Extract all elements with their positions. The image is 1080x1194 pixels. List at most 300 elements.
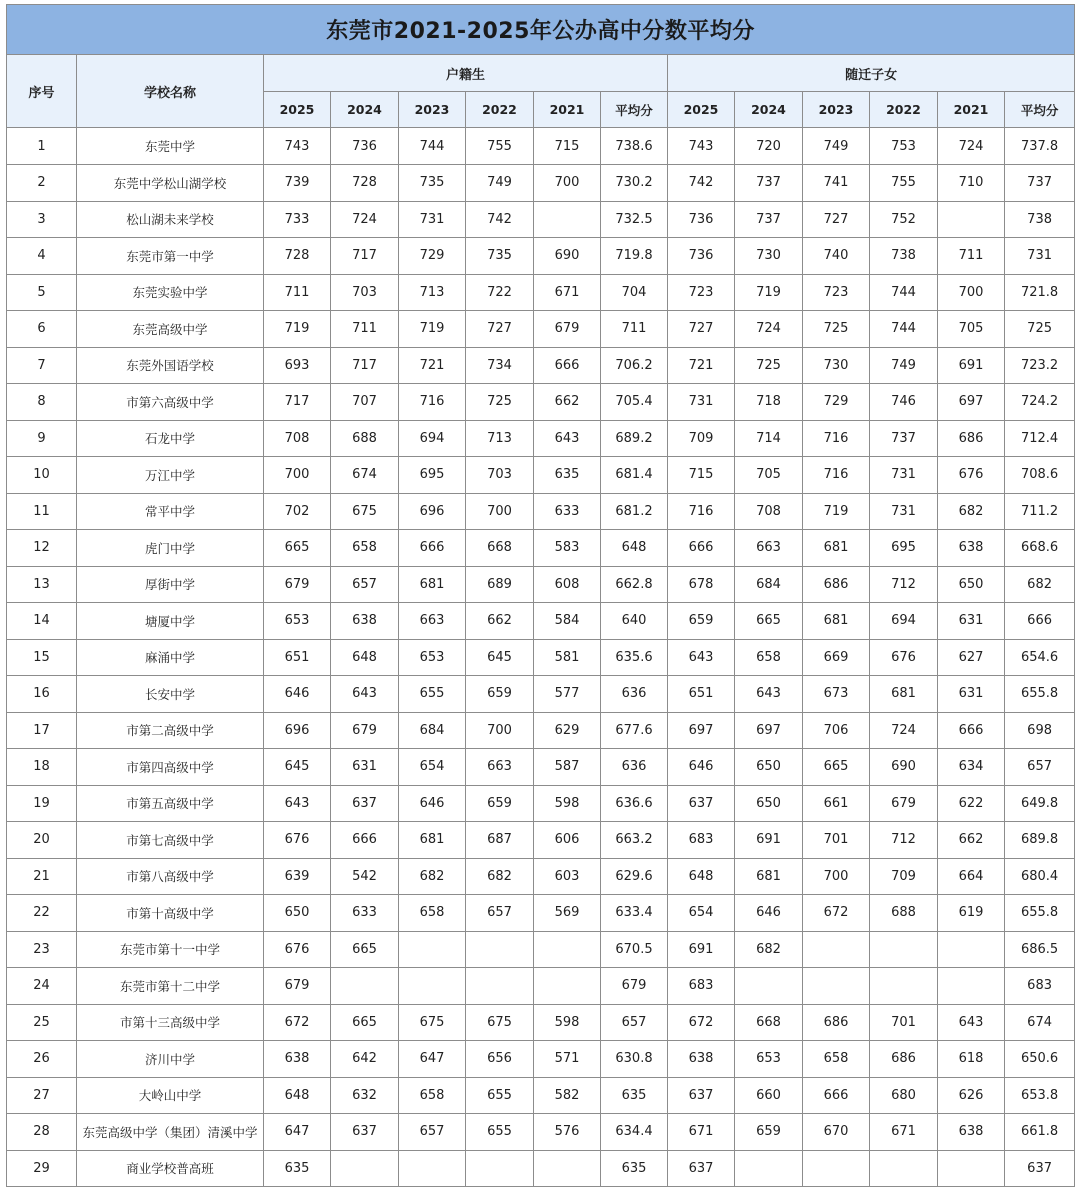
- local-score-cell: [466, 931, 534, 968]
- local-score-cell: 577: [534, 676, 601, 713]
- local-score-cell: 735: [466, 238, 534, 275]
- local-score-cell: 653: [264, 603, 331, 640]
- local-score-cell: 676: [264, 931, 331, 968]
- migrant-score-cell: 646: [668, 749, 735, 786]
- migrant-score-cell: 708.6: [1005, 457, 1075, 494]
- header-migrant-col-5: 平均分: [1005, 92, 1075, 128]
- migrant-score-cell: 749: [803, 128, 870, 165]
- migrant-score-cell: 676: [870, 639, 938, 676]
- local-score-cell: 653: [399, 639, 466, 676]
- migrant-score-cell: 649.8: [1005, 785, 1075, 822]
- local-score-cell: 681: [399, 566, 466, 603]
- local-score-cell: 693: [264, 347, 331, 384]
- migrant-score-cell: 686.5: [1005, 931, 1075, 968]
- migrant-score-cell: [870, 968, 938, 1005]
- local-score-cell: 663.2: [601, 822, 668, 859]
- migrant-score-cell: 650: [938, 566, 1005, 603]
- migrant-score-cell: 665: [803, 749, 870, 786]
- row-index: 5: [7, 274, 77, 311]
- migrant-score-cell: 718: [735, 384, 803, 421]
- header-migrant-col-0: 2025: [668, 92, 735, 128]
- local-score-cell: 675: [466, 1004, 534, 1041]
- row-index: 27: [7, 1077, 77, 1114]
- local-score-cell: 717: [264, 384, 331, 421]
- local-score-cell: 655: [399, 676, 466, 713]
- migrant-score-cell: [735, 968, 803, 1005]
- migrant-score-cell: 650: [735, 749, 803, 786]
- migrant-score-cell: 637: [668, 1077, 735, 1114]
- local-score-cell: 635.6: [601, 639, 668, 676]
- table-row: [7, 274, 1075, 311]
- row-index: 8: [7, 384, 77, 421]
- local-score-cell: 738.6: [601, 128, 668, 165]
- migrant-score-cell: 738: [1005, 201, 1075, 238]
- migrant-score-cell: 686: [803, 1004, 870, 1041]
- local-score-cell: 681: [399, 822, 466, 859]
- header-local-col-1: 2024: [331, 92, 399, 128]
- migrant-score-cell: 662: [938, 822, 1005, 859]
- local-score-cell: 581: [534, 639, 601, 676]
- migrant-score-cell: 730: [735, 238, 803, 275]
- local-score-cell: 728: [264, 238, 331, 275]
- local-score-cell: [466, 1150, 534, 1187]
- local-score-cell: 658: [331, 530, 399, 567]
- migrant-score-cell: 661.8: [1005, 1114, 1075, 1151]
- migrant-score-cell: 631: [938, 603, 1005, 640]
- header-group-local: 户籍生: [264, 55, 668, 92]
- local-score-cell: 700: [534, 165, 601, 202]
- local-score-cell: 703: [466, 457, 534, 494]
- migrant-score-cell: 690: [870, 749, 938, 786]
- table-row: [7, 420, 1075, 457]
- migrant-score-cell: 736: [668, 201, 735, 238]
- local-score-cell: 657: [466, 895, 534, 932]
- migrant-score-cell: 653: [735, 1041, 803, 1078]
- migrant-score-cell: 666: [938, 712, 1005, 749]
- local-score-cell: 711: [264, 274, 331, 311]
- migrant-score-cell: 697: [735, 712, 803, 749]
- migrant-score-cell: 665: [735, 603, 803, 640]
- table-row: [7, 128, 1075, 165]
- migrant-score-cell: 673: [803, 676, 870, 713]
- school-name: 市第十高级中学: [77, 895, 264, 932]
- local-score-cell: 647: [264, 1114, 331, 1151]
- migrant-score-cell: 643: [938, 1004, 1005, 1041]
- migrant-score-cell: 653.8: [1005, 1077, 1075, 1114]
- local-score-cell: 603: [534, 858, 601, 895]
- row-index: 9: [7, 420, 77, 457]
- local-score-cell: 655: [466, 1114, 534, 1151]
- local-score-cell: 656: [466, 1041, 534, 1078]
- local-score-cell: 662.8: [601, 566, 668, 603]
- row-index: 7: [7, 347, 77, 384]
- local-score-cell: 719: [264, 311, 331, 348]
- local-score-cell: 663: [399, 603, 466, 640]
- local-score-cell: 587: [534, 749, 601, 786]
- local-score-cell: 688: [331, 420, 399, 457]
- table-body: [7, 128, 1075, 1187]
- migrant-score-cell: 671: [668, 1114, 735, 1151]
- migrant-score-cell: 637: [668, 785, 735, 822]
- local-score-cell: 629.6: [601, 858, 668, 895]
- header-migrant-col-2: 2023: [803, 92, 870, 128]
- header-local-col-5: 平均分: [601, 92, 668, 128]
- table-row: [7, 384, 1075, 421]
- row-index: 11: [7, 493, 77, 530]
- migrant-score-cell: 701: [803, 822, 870, 859]
- migrant-score-cell: 670: [803, 1114, 870, 1151]
- header-migrant-col-1: 2024: [735, 92, 803, 128]
- local-score-cell: 633.4: [601, 895, 668, 932]
- row-index: 26: [7, 1041, 77, 1078]
- migrant-score-cell: 688: [870, 895, 938, 932]
- migrant-score-cell: 697: [668, 712, 735, 749]
- local-score-cell: 727: [466, 311, 534, 348]
- school-name: 市第二高级中学: [77, 712, 264, 749]
- migrant-score-cell: 627: [938, 639, 1005, 676]
- row-index: 14: [7, 603, 77, 640]
- local-score-cell: 700: [466, 493, 534, 530]
- migrant-score-cell: [803, 931, 870, 968]
- migrant-score-cell: 646: [735, 895, 803, 932]
- table-row: [7, 822, 1075, 859]
- local-score-cell: 702: [264, 493, 331, 530]
- migrant-score-cell: 695: [870, 530, 938, 567]
- local-score-cell: 684: [399, 712, 466, 749]
- school-name: 市第七高级中学: [77, 822, 264, 859]
- migrant-score-cell: 683: [668, 968, 735, 1005]
- local-score-cell: 657: [331, 566, 399, 603]
- school-name: 东莞外国语学校: [77, 347, 264, 384]
- migrant-score-cell: 682: [735, 931, 803, 968]
- local-score-cell: 663: [466, 749, 534, 786]
- local-score-cell: 632: [331, 1077, 399, 1114]
- local-score-cell: 696: [264, 712, 331, 749]
- migrant-score-cell: 719: [803, 493, 870, 530]
- migrant-score-cell: 681: [870, 676, 938, 713]
- local-score-cell: 633: [534, 493, 601, 530]
- migrant-score-cell: 650.6: [1005, 1041, 1075, 1078]
- local-score-cell: 643: [534, 420, 601, 457]
- local-score-cell: 629: [534, 712, 601, 749]
- local-score-cell: 700: [264, 457, 331, 494]
- local-score-cell: 662: [534, 384, 601, 421]
- local-score-cell: 744: [399, 128, 466, 165]
- local-score-cell: 598: [534, 1004, 601, 1041]
- migrant-score-cell: 622: [938, 785, 1005, 822]
- local-score-cell: 682: [466, 858, 534, 895]
- migrant-score-cell: 658: [803, 1041, 870, 1078]
- row-index: 13: [7, 566, 77, 603]
- local-score-cell: 679: [264, 968, 331, 1005]
- row-index: 2: [7, 165, 77, 202]
- local-score-cell: [534, 968, 601, 1005]
- local-score-cell: 642: [331, 1041, 399, 1078]
- migrant-score-cell: 712: [870, 566, 938, 603]
- local-score-cell: 651: [264, 639, 331, 676]
- local-score-cell: 646: [264, 676, 331, 713]
- school-name: 市第五高级中学: [77, 785, 264, 822]
- migrant-score-cell: 716: [803, 457, 870, 494]
- local-score-cell: 676: [264, 822, 331, 859]
- migrant-score-cell: 651: [668, 676, 735, 713]
- school-name: 市第六高级中学: [77, 384, 264, 421]
- local-score-cell: 735: [399, 165, 466, 202]
- local-score-cell: 582: [534, 1077, 601, 1114]
- migrant-score-cell: 686: [938, 420, 1005, 457]
- local-score-cell: 679: [601, 968, 668, 1005]
- local-score-cell: 706.2: [601, 347, 668, 384]
- local-score-cell: 571: [534, 1041, 601, 1078]
- row-index: 22: [7, 895, 77, 932]
- local-score-cell: 665: [331, 931, 399, 968]
- local-score-cell: 657: [601, 1004, 668, 1041]
- local-score-cell: 648: [331, 639, 399, 676]
- migrant-score-cell: 729: [803, 384, 870, 421]
- migrant-score-cell: 719: [735, 274, 803, 311]
- migrant-score-cell: 664: [938, 858, 1005, 895]
- migrant-score-cell: 725: [1005, 311, 1075, 348]
- local-score-cell: 655: [466, 1077, 534, 1114]
- local-score-cell: 636: [601, 749, 668, 786]
- table-row: [7, 238, 1075, 275]
- migrant-score-cell: 666: [668, 530, 735, 567]
- migrant-score-cell: 691: [668, 931, 735, 968]
- local-score-cell: 648: [601, 530, 668, 567]
- migrant-score-cell: 678: [668, 566, 735, 603]
- local-score-cell: 713: [399, 274, 466, 311]
- migrant-score-cell: 658: [735, 639, 803, 676]
- school-name: 东莞市第十二中学: [77, 968, 264, 1005]
- local-score-cell: 637: [331, 1114, 399, 1151]
- school-name: 东莞市第一中学: [77, 238, 264, 275]
- local-score-cell: 679: [331, 712, 399, 749]
- migrant-score-cell: 720: [735, 128, 803, 165]
- migrant-score-cell: 631: [938, 676, 1005, 713]
- local-score-cell: 689.2: [601, 420, 668, 457]
- migrant-score-cell: 752: [870, 201, 938, 238]
- migrant-score-cell: 721.8: [1005, 274, 1075, 311]
- local-score-cell: 728: [331, 165, 399, 202]
- migrant-score-cell: 681: [803, 530, 870, 567]
- local-score-cell: 739: [264, 165, 331, 202]
- header-migrant-col-3: 2022: [870, 92, 938, 128]
- local-score-cell: 711: [601, 311, 668, 348]
- row-index: 21: [7, 858, 77, 895]
- header-local-col-3: 2022: [466, 92, 534, 128]
- migrant-score-cell: 654: [668, 895, 735, 932]
- local-score-cell: 687: [466, 822, 534, 859]
- migrant-score-cell: 724: [735, 311, 803, 348]
- school-name: 东莞中学: [77, 128, 264, 165]
- score-table-container: [6, 4, 1074, 1187]
- header-local-col-0: 2025: [264, 92, 331, 128]
- migrant-score-cell: 725: [735, 347, 803, 384]
- local-score-cell: 713: [466, 420, 534, 457]
- migrant-score-cell: 731: [870, 493, 938, 530]
- migrant-score-cell: 731: [1005, 238, 1075, 275]
- migrant-score-cell: 737: [870, 420, 938, 457]
- school-name: 厚街中学: [77, 566, 264, 603]
- migrant-score-cell: 681: [803, 603, 870, 640]
- row-index: 17: [7, 712, 77, 749]
- migrant-score-cell: 737: [735, 165, 803, 202]
- local-score-cell: 637: [331, 785, 399, 822]
- table-row: [7, 931, 1075, 968]
- migrant-score-cell: 724.2: [1005, 384, 1075, 421]
- local-score-cell: 755: [466, 128, 534, 165]
- local-score-cell: 733: [264, 201, 331, 238]
- migrant-score-cell: 619: [938, 895, 1005, 932]
- local-score-cell: 677.6: [601, 712, 668, 749]
- migrant-score-cell: 698: [1005, 712, 1075, 749]
- local-score-cell: 666: [399, 530, 466, 567]
- table-row: [7, 785, 1075, 822]
- migrant-score-cell: 697: [938, 384, 1005, 421]
- migrant-score-cell: 737: [1005, 165, 1075, 202]
- migrant-score-cell: 705: [938, 311, 1005, 348]
- migrant-score-cell: 711: [938, 238, 1005, 275]
- school-name: 商业学校普高班: [77, 1150, 264, 1187]
- migrant-score-cell: 674: [1005, 1004, 1075, 1041]
- local-score-cell: 681.2: [601, 493, 668, 530]
- migrant-score-cell: 654.6: [1005, 639, 1075, 676]
- migrant-score-cell: 731: [870, 457, 938, 494]
- row-index: 24: [7, 968, 77, 1005]
- row-index: 23: [7, 931, 77, 968]
- local-score-cell: 638: [264, 1041, 331, 1078]
- migrant-score-cell: 691: [735, 822, 803, 859]
- migrant-score-cell: 725: [803, 311, 870, 348]
- school-name: 塘厦中学: [77, 603, 264, 640]
- score-table: [6, 4, 1075, 1187]
- header-index: 序号: [7, 55, 77, 128]
- local-score-cell: 606: [534, 822, 601, 859]
- migrant-score-cell: 618: [938, 1041, 1005, 1078]
- local-score-cell: 695: [399, 457, 466, 494]
- migrant-score-cell: 723: [668, 274, 735, 311]
- migrant-score-cell: 672: [803, 895, 870, 932]
- local-score-cell: 703: [331, 274, 399, 311]
- local-score-cell: 630.8: [601, 1041, 668, 1078]
- table-row: [7, 895, 1075, 932]
- table-row: [7, 165, 1075, 202]
- migrant-score-cell: 712.4: [1005, 420, 1075, 457]
- migrant-score-cell: 626: [938, 1077, 1005, 1114]
- migrant-score-cell: 648: [668, 858, 735, 895]
- row-index: 10: [7, 457, 77, 494]
- local-score-cell: 724: [331, 201, 399, 238]
- local-score-cell: 576: [534, 1114, 601, 1151]
- local-score-cell: 639: [264, 858, 331, 895]
- header-local-col-2: 2023: [399, 92, 466, 128]
- local-score-cell: 670.5: [601, 931, 668, 968]
- local-score-cell: 732.5: [601, 201, 668, 238]
- table-row: [7, 457, 1075, 494]
- local-score-cell: 659: [466, 676, 534, 713]
- migrant-score-cell: [735, 1150, 803, 1187]
- local-score-cell: 725: [466, 384, 534, 421]
- table-row: [7, 493, 1075, 530]
- local-score-cell: 711: [331, 311, 399, 348]
- migrant-score-cell: 686: [870, 1041, 938, 1078]
- row-index: 6: [7, 311, 77, 348]
- local-score-cell: 716: [399, 384, 466, 421]
- migrant-score-cell: 671: [870, 1114, 938, 1151]
- row-index: 15: [7, 639, 77, 676]
- row-index: 12: [7, 530, 77, 567]
- migrant-score-cell: 660: [735, 1077, 803, 1114]
- local-score-cell: 717: [331, 238, 399, 275]
- local-score-cell: 679: [264, 566, 331, 603]
- school-name: 东莞市第十一中学: [77, 931, 264, 968]
- migrant-score-cell: 743: [668, 128, 735, 165]
- migrant-score-cell: 727: [668, 311, 735, 348]
- table-row: [7, 968, 1075, 1005]
- local-score-cell: 598: [534, 785, 601, 822]
- migrant-score-cell: 691: [938, 347, 1005, 384]
- migrant-score-cell: 655.8: [1005, 676, 1075, 713]
- migrant-score-cell: 682: [938, 493, 1005, 530]
- school-name: 常平中学: [77, 493, 264, 530]
- local-score-cell: 675: [331, 493, 399, 530]
- school-name: 松山湖未来学校: [77, 201, 264, 238]
- local-score-cell: 645: [264, 749, 331, 786]
- migrant-score-cell: 643: [668, 639, 735, 676]
- migrant-score-cell: 650: [735, 785, 803, 822]
- row-index: 19: [7, 785, 77, 822]
- local-score-cell: 679: [534, 311, 601, 348]
- school-name: 东莞实验中学: [77, 274, 264, 311]
- local-score-cell: 659: [466, 785, 534, 822]
- migrant-score-cell: [870, 1150, 938, 1187]
- local-score-cell: 635: [601, 1077, 668, 1114]
- local-score-cell: 729: [399, 238, 466, 275]
- migrant-score-cell: 744: [870, 274, 938, 311]
- migrant-score-cell: 712: [870, 822, 938, 859]
- school-name: 东莞高级中学（集团）清溪中学: [77, 1114, 264, 1151]
- table-row: [7, 676, 1075, 713]
- local-score-cell: 731: [399, 201, 466, 238]
- migrant-score-cell: 661: [803, 785, 870, 822]
- local-score-cell: 658: [399, 895, 466, 932]
- table-row: [7, 1004, 1075, 1041]
- table-row: [7, 530, 1075, 567]
- school-name: 市第四高级中学: [77, 749, 264, 786]
- migrant-score-cell: 659: [668, 603, 735, 640]
- local-score-cell: [331, 968, 399, 1005]
- migrant-score-cell: 683: [1005, 968, 1075, 1005]
- table-row: [7, 603, 1075, 640]
- migrant-score-cell: 668: [735, 1004, 803, 1041]
- local-score-cell: 634.4: [601, 1114, 668, 1151]
- school-name: 东莞中学松山湖学校: [77, 165, 264, 202]
- local-score-cell: 681.4: [601, 457, 668, 494]
- migrant-score-cell: 666: [1005, 603, 1075, 640]
- table-row: [7, 1041, 1075, 1078]
- migrant-score-cell: 634: [938, 749, 1005, 786]
- local-score-cell: 705.4: [601, 384, 668, 421]
- local-score-cell: 650: [264, 895, 331, 932]
- migrant-score-cell: 676: [938, 457, 1005, 494]
- local-score-cell: 704: [601, 274, 668, 311]
- migrant-score-cell: 715: [668, 457, 735, 494]
- local-score-cell: 646: [399, 785, 466, 822]
- migrant-score-cell: 724: [938, 128, 1005, 165]
- local-score-cell: 635: [264, 1150, 331, 1187]
- migrant-score-cell: 716: [803, 420, 870, 457]
- migrant-score-cell: 711.2: [1005, 493, 1075, 530]
